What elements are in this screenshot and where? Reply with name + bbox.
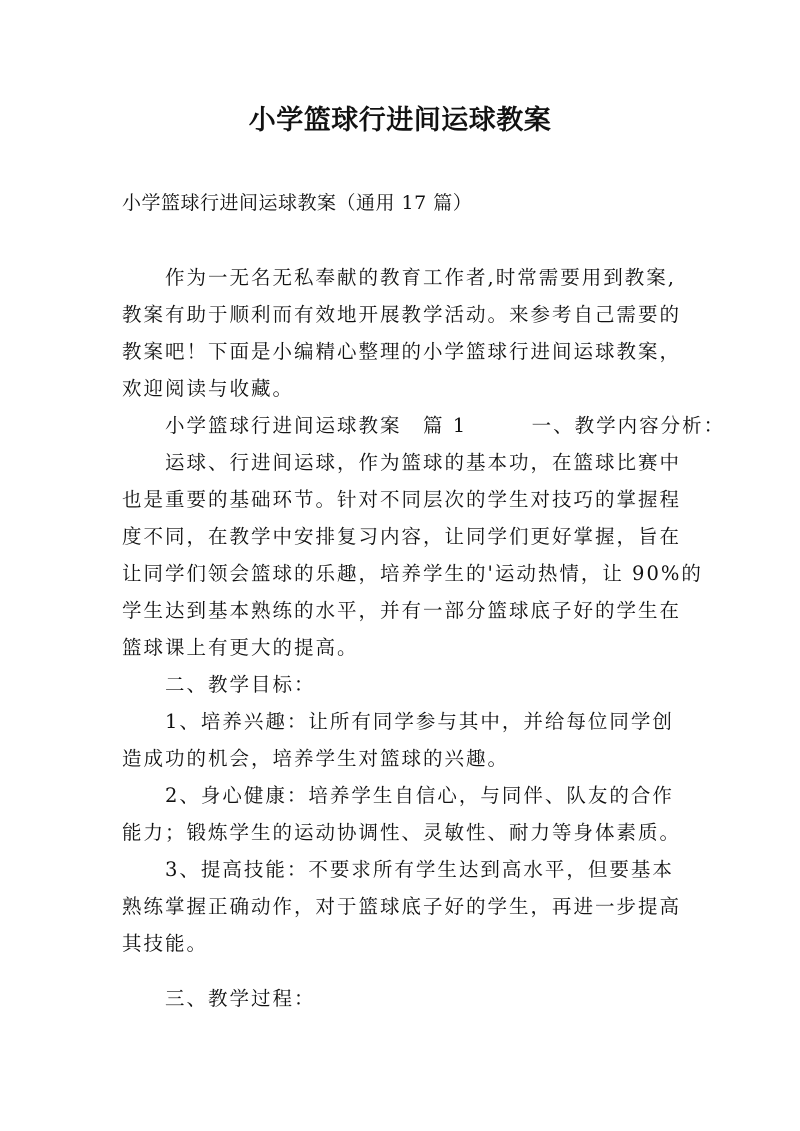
section-heading-line: 小学篮球行进间运球教案 篇 1 一、教学内容分析：	[122, 414, 726, 437]
body-line: 造成功的机会，培养学生对篮球的兴趣。	[122, 747, 510, 770]
paragraph-gap	[122, 962, 688, 980]
body-line: 能力；锻炼学生的运动协调性、灵敏性、耐力等身体素质。	[122, 821, 682, 844]
body-line: 教案吧！下面是小编精心整理的小学篮球行进间运球教案，	[122, 340, 682, 363]
body-line: 学生达到基本熟练的水平，并有一部分篮球底子好的学生在	[122, 599, 682, 622]
section-heading-line: 三、教学过程：	[122, 987, 316, 1010]
body-line: 其技能。	[122, 932, 209, 955]
body-line: 2、身心健康：培养学生自信心，与同伴、队友的合作	[122, 784, 674, 807]
body-line: 度不同，在教学中安排复习内容，让同学们更好掌握，旨在	[122, 525, 682, 548]
document-body	[122, 259, 726, 1017]
body-line: 1、培养兴趣：让所有同学参与其中，并给每位同学创	[122, 710, 674, 733]
body-line: 让同学们领会篮球的乐趣，培养学生的'运动热情，让 90%的	[122, 562, 703, 585]
body-line: 篮球课上有更大的提高。	[122, 636, 359, 659]
section-heading-line: 二、教学目标：	[122, 673, 316, 696]
body-line: 作为一无名无私奉献的教育工作者,时常需要用到教案,	[122, 266, 676, 289]
document-subtitle: 小学篮球行进间运球教案（通用 17 篇）	[122, 192, 473, 214]
page-title: 小学篮球行进间运球教案	[248, 105, 552, 136]
body-line: 教案有助于顺利而有效地开展教学活动。来参考自己需要的	[122, 303, 682, 326]
body-line: 也是重要的基础环节。针对不同层次的学生对技巧的掌握程	[122, 488, 682, 511]
body-line: 3、提高技能：不要求所有学生达到高水平，但要基本	[122, 858, 674, 881]
body-line: 欢迎阅读与收藏。	[122, 377, 295, 400]
body-line: 熟练掌握正确动作，对于篮球底子好的学生，再进一步提高	[122, 895, 682, 918]
body-line: 运球、行进间运球，作为篮球的基本功，在篮球比赛中	[122, 451, 682, 474]
